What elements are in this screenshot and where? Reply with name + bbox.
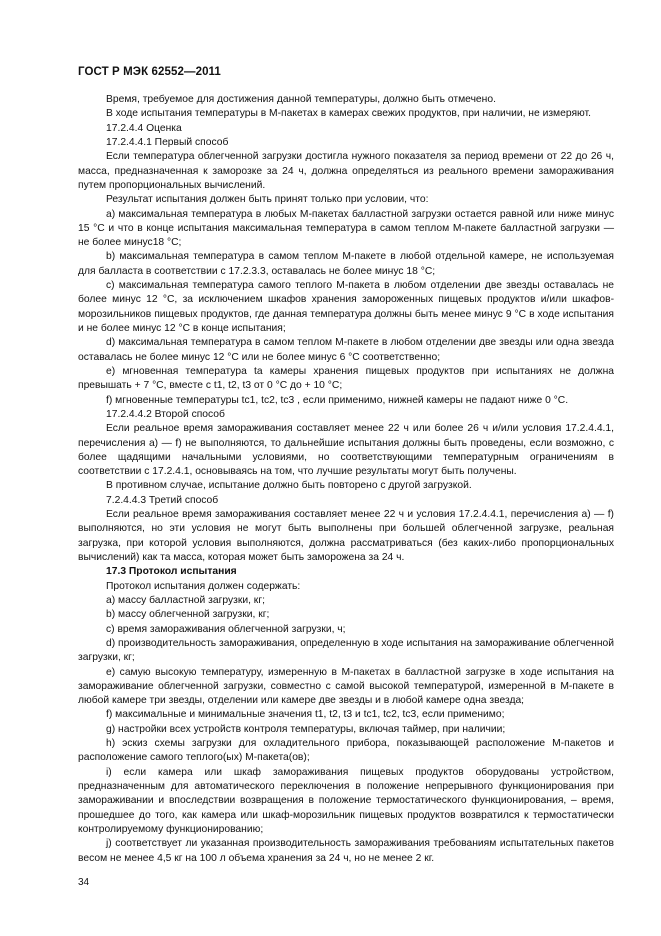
list-item: b) массу облегченной загрузки, кг;	[106, 609, 270, 621]
page-number: 34	[78, 877, 90, 888]
paragraph: Если реальное время замораживания составляет менее 22 ч и условия 17.2.4.4.1, перечисления а) — f) выполняются, но эти условия не могут быть выполнены при большей облегченной загрузке, реальная загрузка, при которой условия выполняются, должна рассматриваться (без каких-либо пропорциональных вычислений) как та масса, которая может быть заморожена за 24 ч.	[78, 509, 614, 563]
paragraph: Время, требуемое для достижения данной температуры, должно быть отмечено.	[106, 94, 496, 105]
list-item: j) соответствует ли указанная производительность замораживания требованиям испытательных пакетов весом не менее 4,5 кг на 100 л объема хранения за 24 ч, но не менее 2 кг.	[78, 838, 614, 864]
paragraph: Результат испытания должен быть принят только при условии, что:	[106, 194, 429, 206]
list-item: g) настройки всех устройств контроля температуры, включая таймер, при наличии;	[106, 723, 506, 735]
list-item: f) мгновенные температуры tc1, tc2, tc3 , если применимо, нижней камеры не падают ниже 0 °С.	[106, 394, 569, 406]
list-item: f) максимальные и минимальные значения t1, t2, t3 и tc1, tc2, tc3, если применимо;	[106, 709, 505, 721]
document-body	[78, 93, 614, 866]
section-heading: 17.2.4.4.1 Первый способ	[106, 136, 229, 148]
paragraph: Если реальное время замораживания составляет менее 22 ч или более 26 ч и/или условия 17.2.4.4.1, перечисления а) — f) не выполняются, то дальнейшие испытания должны быть проведены, если возможно, с более щадящими начальными условиями, но соответствующими температурным ограничениям в соответствии с 17.2.4.1, основываясь на том, что лучшие результаты могут быть получены.	[78, 423, 614, 478]
paragraph: В противном случае, испытание должно быть повторено с другой загрузкой.	[106, 480, 472, 492]
list-item: i) если камера или шкаф замораживания пищевых продуктов оборудованы устройством, предназначенным для автоматического переключения в положение непрерывного функционирования при замораживании и впоследствии возвращения в положение термостатического функционирования, – время, прошедшее до того, как камера или шкаф-морозильник пищевых продуктов возвратился к термостатически контролируемому функционированию;	[78, 766, 614, 835]
section-heading: 17.3 Протокол испытания	[106, 566, 237, 578]
list-item: c) максимальная температура самого теплого М-пакета в любом отделении две звезды оставалась не более минус 12 °С, за исключением шкафов хранения замороженных пищевых продуктов и/или шкафов-морозильников пищевых продуктов, где данная температура должны быть менее минус 9 °С в ходе испытания и не более минус 12 °С в конце испытания;	[78, 280, 614, 334]
list-item: a) максимальная температура в любых М-пакетах балластной загрузки остается равной или ниже минус 15 °С и что в конце испытания максимальная температура в самом теплом М-пакете балластной загрузки — не более минус18 °С;	[78, 208, 614, 249]
paragraph: В ходе испытания температуры в М-пакетах в камерах свежих продуктов, при наличии, не измеряют.	[106, 108, 591, 120]
list-item: e) самую высокую температуру, измеренную в М-пакетах в балластной загрузке в ходе испытания на замораживание облегченной загрузки, совместно с самой высокой температурой, измеренной в М-пакете в любой камере три звезды, отделении или камере две звезды и в любой камере одна звезда;	[78, 666, 614, 707]
paragraph: Протокол испытания должен содержать:	[106, 580, 301, 592]
list-item: d) производительность замораживания, определенную в ходе испытания на замораживание облегченной загрузки, кг;	[78, 637, 614, 664]
list-item: а) массу балластной загрузки, кг;	[106, 594, 265, 606]
paragraph: Если температура облегченной загрузки достигла нужного показателя за период времени от 22 до 26 ч, масса, предназначенная к заморозке за 24 ч, должна определяться из реального времени замораживания путем пропорциональных вычислений.	[78, 151, 614, 191]
section-heading: 7.2.4.4.3 Третий способ	[106, 494, 219, 506]
section-heading: 17.2.4.4 Оценка	[106, 122, 182, 134]
list-item: d) максимальная температура в самом теплом М-пакете в любом отделении две звезды или одна звезда оставалась не более минус 12 °С или не более минус 6 °С соответственно;	[78, 337, 614, 363]
document-header: ГОСТ Р МЭК 62552—2011	[78, 66, 221, 78]
list-item: b) максимальная температура в самом теплом М-пакете в любой отдельной камере, не используемая для балласта в соответствии с 17.2.3.3, оставалась не более минус 18 °С;	[78, 251, 614, 277]
section-heading: 17.2.4.4.2 Второй способ	[106, 408, 225, 420]
list-item: e) мгновенная температура tа камеры хранения пищевых продуктов при испытаниях не должна превышать + 7 °С, вместе с t1, t2, t3 от 0 °С до + 10 °С;	[78, 365, 614, 392]
list-item: h) эскиз схемы загрузки для охладительного прибора, показывающей расположение М-пакетов и расположение самого теплого(ых) М-пакета(ов);	[78, 738, 614, 764]
list-item: c) время замораживания облегченной загрузки, ч;	[106, 623, 346, 635]
